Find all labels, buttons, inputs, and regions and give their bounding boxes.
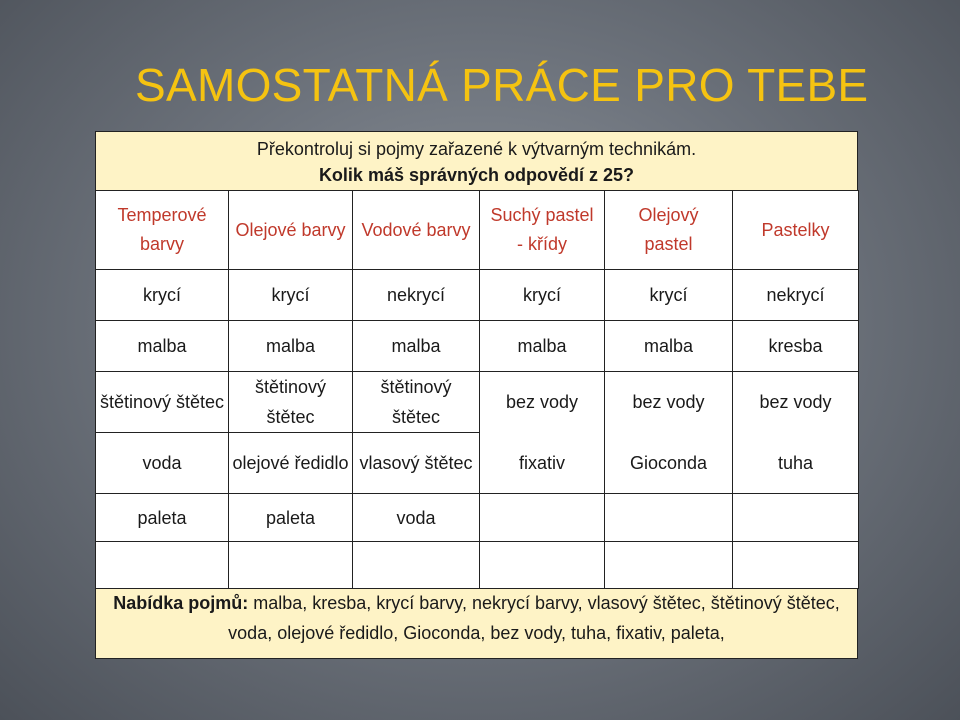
- table-row-tools-4: [96, 542, 859, 589]
- table-cell: malba: [480, 321, 605, 372]
- table-cell: nekrycí: [353, 270, 480, 321]
- table-cell: malba: [605, 321, 733, 372]
- table-cell: voda: [96, 433, 229, 494]
- table-cell: [733, 494, 859, 542]
- table-row-coverage: [96, 270, 859, 321]
- table-cell: [733, 542, 859, 589]
- term-offer: [96, 588, 857, 648]
- table-row-tools-2: [96, 433, 859, 494]
- instruction-line-1: Překontroluj si pojmy zařazené k výtvarným technikám.: [256, 139, 697, 159]
- table-row-tools-3: [96, 494, 859, 542]
- term-offer-label: Nabídka pojmů:: [113, 593, 249, 613]
- table-cell: [480, 494, 605, 542]
- table-cell: krycí: [605, 270, 733, 321]
- table-cell: vlasový štětec: [353, 433, 480, 494]
- table-row-technique: [96, 321, 859, 372]
- header-row: [96, 191, 859, 270]
- header-olejovy-pastel: Olejový pastel: [605, 191, 733, 270]
- table-cell: [353, 542, 480, 589]
- table-cell: štětinový štětec: [229, 372, 353, 433]
- table-cell: nekrycí: [733, 270, 859, 321]
- header-pastelky: Pastelky: [733, 191, 859, 270]
- table-cell: fixativ: [480, 433, 605, 494]
- table-cell: bez vody: [605, 372, 733, 433]
- table-cell: [480, 542, 605, 589]
- table-cell: paleta: [96, 494, 229, 542]
- table-cell: [605, 494, 733, 542]
- table-cell: bez vody: [480, 372, 605, 433]
- table-cell: krycí: [96, 270, 229, 321]
- techniques-table: [95, 190, 859, 589]
- table-cell: olejové ředidlo: [229, 433, 353, 494]
- table-cell: malba: [229, 321, 353, 372]
- table-cell: Gioconda: [605, 433, 733, 494]
- table-cell: krycí: [229, 270, 353, 321]
- table-cell: malba: [353, 321, 480, 372]
- table-cell: bez vody: [733, 372, 859, 433]
- table-cell: voda: [353, 494, 480, 542]
- table-cell: [605, 542, 733, 589]
- header-olejove-barvy: Olejové barvy: [229, 191, 353, 270]
- header-temperove-barvy: Temperové barvy: [96, 191, 229, 270]
- table-row-tools-1: [96, 372, 859, 433]
- header-suchy-pastel: Suchý pastel - křídy: [480, 191, 605, 270]
- table-cell: malba: [96, 321, 229, 372]
- term-offer-text: malba, kresba, krycí barvy, nekrycí barvy, vlasový štětec, štětinový štětec, voda, olejové ředidlo, Gioconda, bez vody, tuha, fixativ, paleta,: [228, 593, 840, 643]
- instruction-line-2: Kolik máš správných odpovědí z 25?: [318, 165, 635, 185]
- table-cell: kresba: [733, 321, 859, 372]
- slide-title: SAMOSTATNÁ PRÁCE PRO TEBE: [135, 59, 869, 111]
- table-cell: paleta: [229, 494, 353, 542]
- header-vodove-barvy: Vodové barvy: [353, 191, 480, 270]
- table-cell: štětinový štětec: [96, 372, 229, 433]
- table-cell: [96, 542, 229, 589]
- table-cell: krycí: [480, 270, 605, 321]
- table-cell: štětinový štětec: [353, 372, 480, 433]
- table-cell: [229, 542, 353, 589]
- table-cell: tuha: [733, 433, 859, 494]
- instructions: [96, 136, 857, 188]
